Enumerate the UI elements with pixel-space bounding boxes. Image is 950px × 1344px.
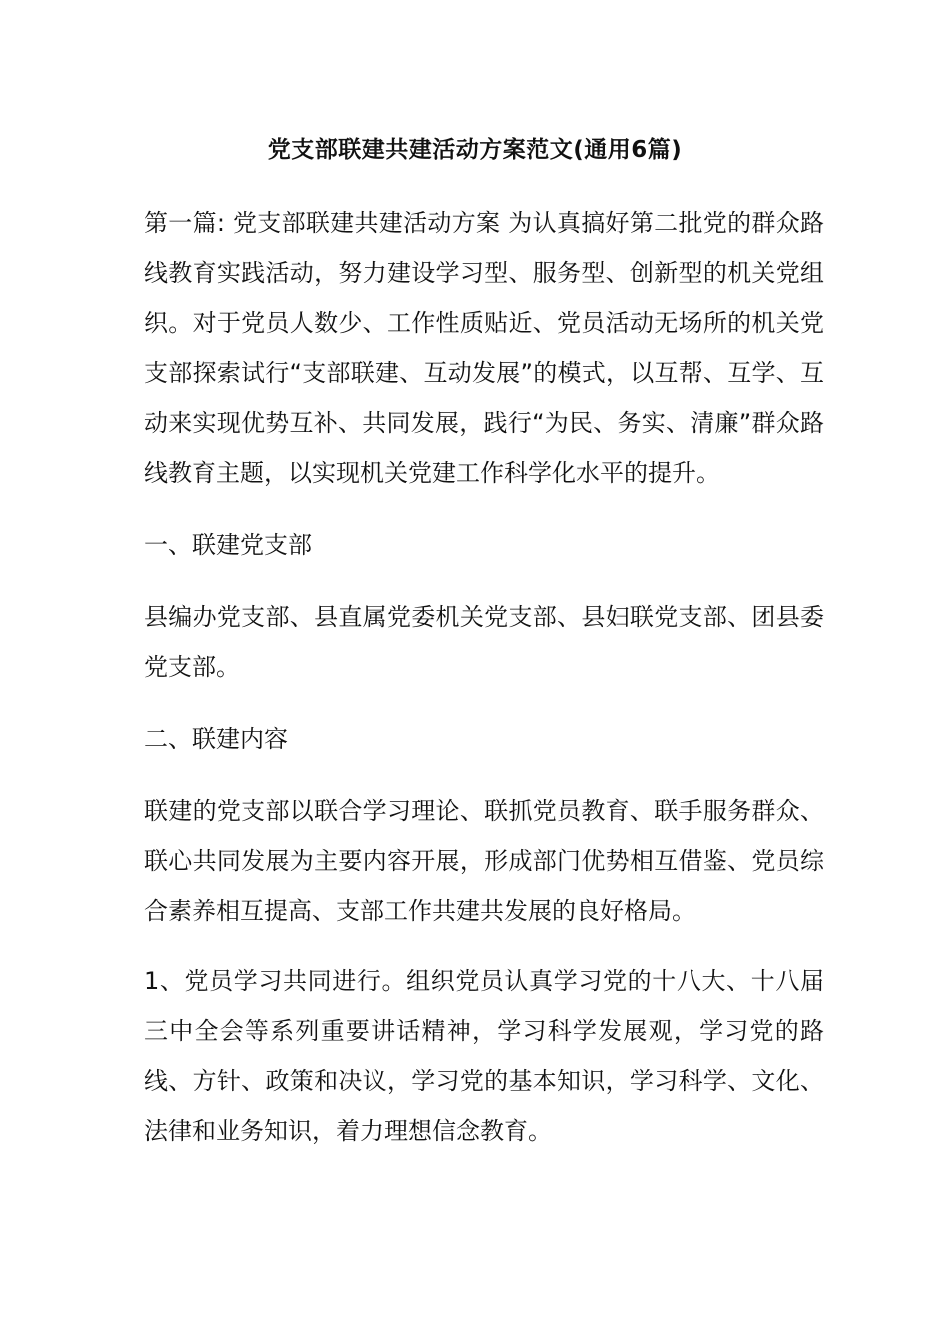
paragraph-intro: 第一篇: 党支部联建共建活动方案 为认真搞好第二批党的群众路线教育实践活动，努力建设学习型、服务型、创新型的机关党组织。对于党员人数少、工作性质贴近、党员活动无场所的机关党支部探索试行“支部联建、互动发展”的模式，以互帮、互学、互动来实现优势互补、共同发展，践行“为民、务实、清廉”群众路线教育主题，以实现机关党建工作科学化水平的提升。 [144, 209, 824, 487]
paragraph-partner-branches: 县编办党支部、县直属党委机关党支部、县妇联党支部、团县委党支部。 [144, 603, 824, 681]
paragraph-item-1: 1、党员学习共同进行。组织党员认真学习党的十八大、十八届三中全会等系列重要讲话精神，学习科学发展观，学习党的路线、方针、政策和决议，学习党的基本知识，学习科学、文化、法律和业务知识，着力理想信念教育。 [144, 967, 824, 1145]
document-title: 党支部联建共建活动方案范文(通用6篇) [267, 137, 683, 163]
paragraph-content: 联建的党支部以联合学习理论、联抓党员教育、联手服务群众、联心共同发展为主要内容开展，形成部门优势相互借鉴、党员综合素养相互提高、支部工作共建共发展的良好格局。 [144, 797, 824, 925]
document-body [144, 198, 824, 1156]
section-heading-content: 二、联建内容 [144, 725, 288, 753]
section-heading-partner-branches: 一、联建党支部 [144, 531, 312, 559]
